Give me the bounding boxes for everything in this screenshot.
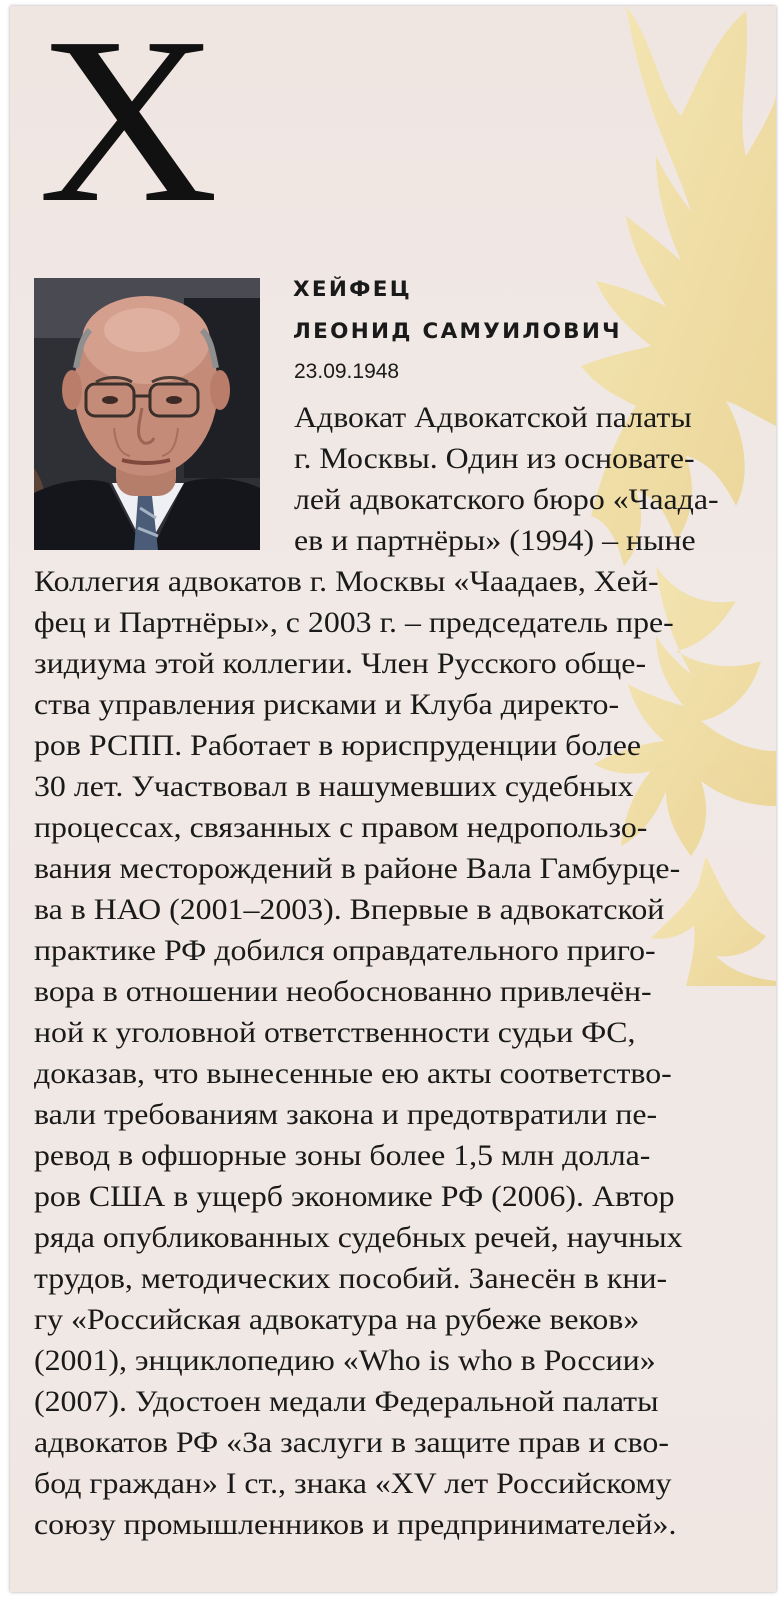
bio-line: трудов, методических пособий. Занесён в кни- (34, 1263, 668, 1295)
bio-line: вора в отношении необоснованно привлечён- (34, 976, 652, 1008)
bio-line: Коллегия адвокатов г. Москвы «Чаадаев, Хей- (34, 566, 659, 598)
bio-line: ной к уголовной ответственности судьи ФС, (34, 1017, 636, 1049)
bio-line: Адвокат Адвокатской палаты (294, 402, 692, 434)
section-letter: Х (38, 6, 219, 252)
bio-line: зидиума этой коллегии. Член Русского общe- (34, 648, 647, 680)
bio-line: г. Москвы. Один из основате- (294, 443, 695, 475)
person-surname: ХЕЙФЕЦ (293, 277, 413, 302)
bio-line: практике РФ добился оправдательного приго- (34, 935, 656, 967)
portrait-photo (34, 278, 260, 550)
bio-line: вания месторождений в районе Вала Гамбурце- (34, 853, 681, 885)
bio-line: ряда опубликованных судебных речей, научных (34, 1222, 683, 1254)
bio-line: 30 лет. Участвовал в нашумевших судебных (34, 771, 634, 803)
birth-date: 23.09.1948 (294, 360, 400, 383)
bio-line: фец и Партнёры», с 2003 г. – председатель пре- (34, 607, 674, 639)
bio-line: адвокатов РФ «За заслуги в защите прав и сво- (34, 1427, 669, 1459)
bio-line: ров США в ущерб экономике РФ (2006). Автор (34, 1181, 675, 1213)
bio-line: лей адвокатского бюро «Чаада- (294, 484, 719, 516)
bio-line: доказав, что вынесенные ею акты соответство- (34, 1058, 672, 1090)
article-page (10, 6, 776, 1592)
bio-line: ства управления рисками и Клуба директо- (34, 689, 620, 721)
bio-line: вали требованиям закона и предотвратили пе- (34, 1099, 658, 1131)
bio-line: процессах, связанных с правом недропользо- (34, 812, 648, 844)
bio-line: гу «Российская адвокатура на рубеже веков» (34, 1304, 640, 1336)
person-given-names: ЛЕОНИД САМУИЛОВИЧ (293, 319, 622, 344)
bio-line: бод граждан» I ст., знака «XV лет Российскому (34, 1468, 672, 1500)
bio-line: союзу промышленников и предпринимателей». (34, 1509, 677, 1541)
bio-line: ев и партнёры» (1994) – ныне (294, 525, 696, 557)
bio-line: (2001), энциклопедию «Who is who в России» (34, 1345, 656, 1377)
bio-line: ров РСПП. Работает в юриспруденции более (34, 730, 642, 762)
bio-line: (2007). Удостоен медали Федеральной палаты (34, 1386, 659, 1418)
bio-line: ва в НАО (2001–2003). Впервые в адвокатской (34, 894, 665, 926)
bio-line: ревод в офшорные зоны более 1,5 млн долла- (34, 1140, 651, 1172)
